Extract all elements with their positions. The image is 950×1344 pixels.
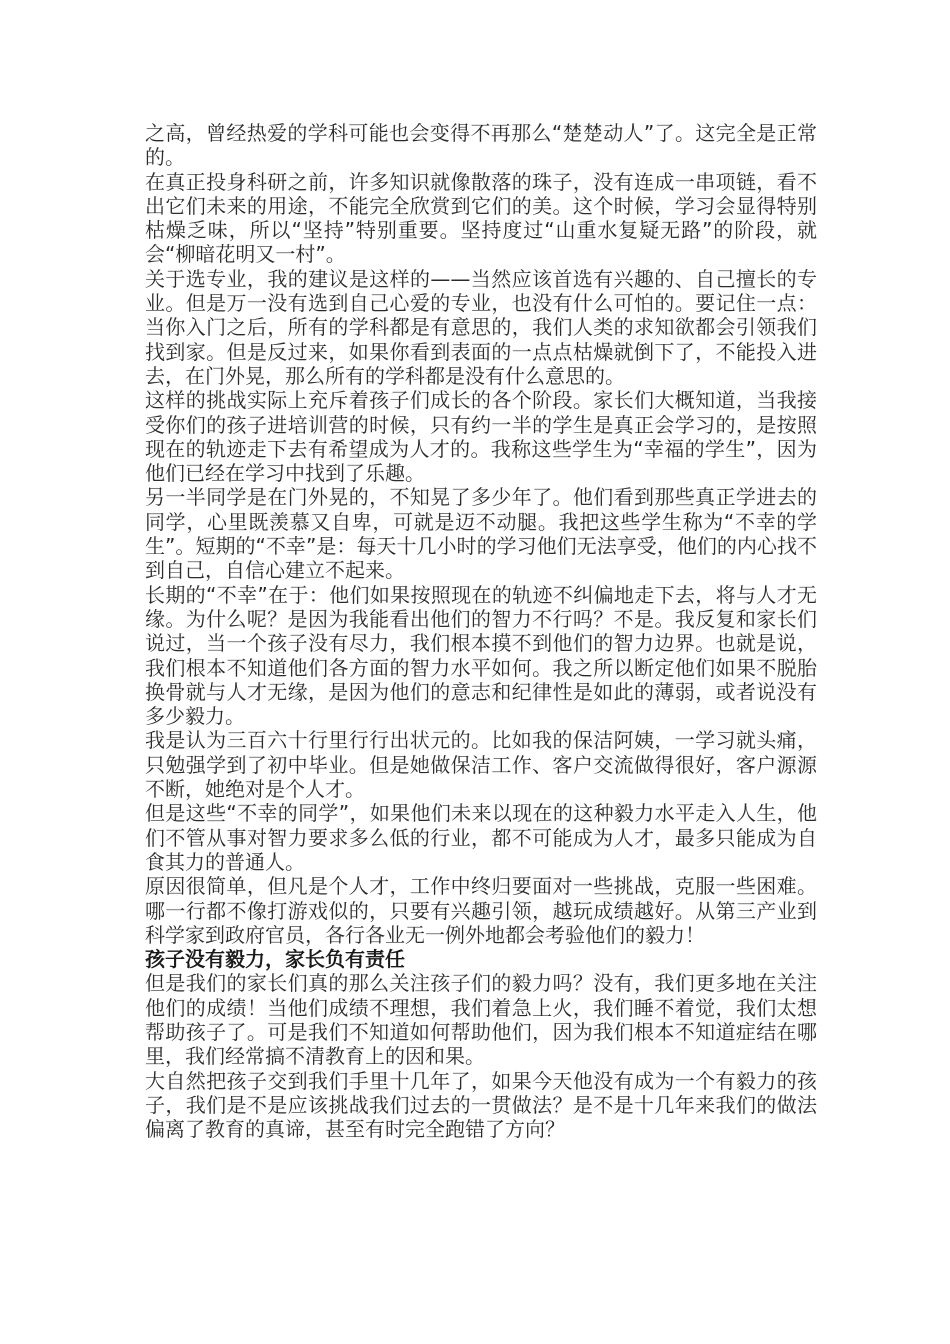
section-heading: 孩子没有毅力，家长负有责任 [145, 947, 405, 972]
paragraph-5: 另一半同学是在门外晃的，不知晃了多少年了。他们看到那些真正学进去的同学，心里既羡慕又自卑，可就是迈不动腿。我把这些学生称为“不幸的学生”。短期的“不幸”是：每天十几小时的学习他们无法享受，他们的内心找不到自己，自信心建立不起来。 [145, 485, 817, 583]
paragraph-3: 关于选专业，我的建议是这样的——当然应该首选有兴趣的、自己擅长的专业。但是万一没有选到自己心爱的专业，也没有什么可怕的。要记住一点：当你入门之后，所有的学科都是有意思的，我们人类的求知欲都会引领我们找到家。但是反过来，如果你看到表面的一点点枯燥就倒下了，不能投入进去，在门外晃，那么所有的学科都是没有什么意思的。 [145, 266, 817, 388]
paragraph-7: 我是认为三百六十行里行行出状元的。比如我的保洁阿姨，一学习就头痛，只勉强学到了初中毕业。但是她做保洁工作、客户交流做得很好，客户源源不断，她绝对是个人才。 [145, 728, 817, 802]
paragraph-2: 在真正投身科研之前，许多知识就像散落的珠子，没有连成一串项链，看不出它们未来的用途，不能完全欣赏到它们的美。这个时候，学习会显得特别枯燥乏味，所以“坚持”特别重要。坚持度过“山重水复疑无路”的阶段，就会“柳暗花明又一村”。 [145, 169, 817, 267]
document-body [145, 121, 817, 1141]
paragraph-8: 但是这些“不幸的同学”，如果他们未来以现在的这种毅力水平走入人生，他们不管从事对智力要求多么低的行业，都不可能成为人才，最多只能成为自食其力的普通人。 [145, 801, 817, 874]
paragraph-10: 但是我们的家长们真的那么关注孩子们的毅力吗？没有，我们更多地在关注他们的成绩！当他们成绩不理想，我们着急上火，我们睡不着觉，我们太想帮助孩子了。可是我们不知道如何帮助他们，因为我们根本不知道症结在哪里，我们经常搞不清教育上的因和果。 [145, 971, 817, 1069]
paragraph-11: 大自然把孩子交到我们手里十几年了，如果今天他没有成为一个有毅力的孩子，我们是不是应该挑战我们过去的一贯做法？是不是十几年来我们的做法偏离了教育的真谛，甚至有时完全跑错了方向？ [145, 1068, 817, 1142]
paragraph-1: 之高，曾经热爱的学科可能也会变得不再那么“楚楚动人”了。这完全是正常的。 [145, 121, 817, 170]
paragraph-4: 这样的挑战实际上充斥着孩子们成长的各个阶段。家长们大概知道，当我接受你们的孩子进培训营的时候，只有约一半的学生是真正会学习的，是按照现在的轨迹走下去有希望成为人才的。我称这些学生为“幸福的学生”，因为他们已经在学习中找到了乐趣。 [145, 388, 817, 486]
paragraph-9: 原因很简单，但凡是个人才，工作中终归要面对一些挑战，克服一些困难。哪一行都不像打游戏似的，只要有兴趣引领，越玩成绩越好。从第三产业到科学家到政府官员，各行各业无一例外地都会考验他们的毅力！ [145, 874, 817, 947]
paragraph-6: 长期的“不幸”在于：他们如果按照现在的轨迹不纠偏地走下去，将与人才无缘。为什么呢？是因为我能看出他们的智力不行吗？不是。我反复和家长们说过，当一个孩子没有尽力，我们根本摸不到他们的智力边界。也就是说，我们根本不知道他们各方面的智力水平如何。我之所以断定他们如果不脱胎换骨就与人才无缘，是因为他们的意志和纪律性是如此的薄弱，或者说没有多少毅力。 [145, 582, 817, 729]
